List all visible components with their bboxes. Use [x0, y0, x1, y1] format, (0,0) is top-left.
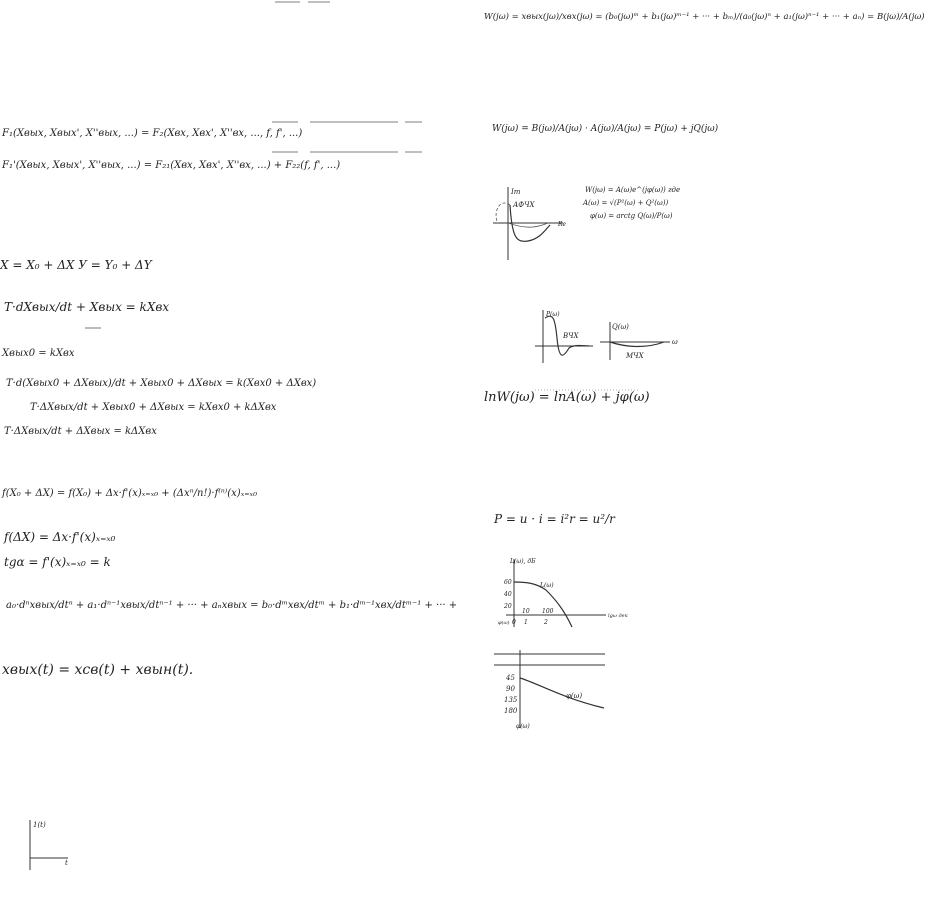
small-rule — [85, 326, 105, 330]
formula-linear-approx: f(ΔX) = Δx·f'(x)ₓ₌ₓ₀ — [4, 530, 116, 544]
formula-equation-linearized: F₁'(Xвых, Xвых', X''вых, ...) = F₂₁(Xвх, Xвх', X''вх, ...) + F₂₂(f, f', ...) — [2, 160, 341, 171]
phase-tick-90: 90 — [506, 685, 515, 693]
afc-graph — [488, 185, 578, 265]
afc-equation-2: A(ω) = √(P²(ω) + Q²(ω)) — [583, 199, 669, 207]
step-function-graph — [20, 818, 80, 873]
center-fraction-lines — [270, 0, 430, 160]
formula-static: Xвых0 = kXвх — [2, 348, 75, 359]
lach-tick-40: 40 — [504, 591, 512, 598]
formula-transfer-split: W(jω) = B(jω)/A(jω) · A(jω)/A(jω) = P(jω) + jQ(jω) — [492, 124, 719, 134]
phase-tick-135: 135 — [504, 696, 518, 704]
formula-power: P = u · i = i²r = u²/r — [494, 512, 615, 526]
lach-tick-x0: 0 — [512, 619, 516, 626]
phase-y-label: φ(ω) — [516, 723, 530, 730]
mch-x-label: ω — [672, 338, 678, 346]
formula-transfer-function: W(jω) = xвых(jω)/xвх(jω) = (b₀(jω)ᵐ + b₁(jω)ᵐ⁻¹ + ··· + bₘ)/(a₀(jω)ⁿ + a₁(jω)ⁿ⁻¹ + ··· + aₙ) = B(jω)/A(jω) — [484, 12, 925, 22]
afc-equation-1: W(jω) = A(ω)e^(jφ(ω)) где — [585, 186, 681, 194]
formula-taylor: f(X₀ + ΔX) = f(X₀) + Δx·f'(x)ₓ₌ₓ₀ + (Δxⁿ/n!)·f⁽ⁿ⁾(x)ₓ₌ₓ₀ — [2, 488, 258, 499]
lach-freq-100: 100 — [542, 608, 554, 615]
mch-graph — [598, 320, 680, 362]
lach-tick-60: 60 — [504, 579, 512, 586]
lach-tick-20: 20 — [504, 603, 512, 610]
afc-name-label: АФЧХ — [513, 201, 535, 209]
formula-log-transfer: lnW(jω) = lnA(ω) + jφ(ω) — [484, 390, 650, 405]
dotted-rule — [535, 388, 645, 392]
formula-first-order: T·dXвых/dt + Xвых = kXвх — [4, 300, 170, 314]
vch-graph — [533, 308, 595, 366]
formula-ode: a₀·dⁿxвых/dtⁿ + a₁·dⁿ⁻¹xвых/dtⁿ⁻¹ + ··· + aₙxвых = b₀·dᵐxвх/dtᵐ + b₁·dᵐ⁻¹xвх/dtᵐ⁻¹ + ··· + — [6, 600, 458, 611]
lach-tick-x2: 2 — [544, 619, 548, 626]
formula-substitution: T·d(Xвых0 + ΔXвых)/dt + Xвых0 + ΔXвых = k(Xвх0 + ΔXвх) — [6, 378, 317, 389]
afc-im-label: Im — [511, 188, 521, 196]
vch-name-label: ВЧХ — [563, 332, 579, 340]
phase-graph — [492, 648, 607, 733]
step-x-label: t — [65, 859, 68, 867]
formula-increments: T·ΔXвых/dt + ΔXвых = kΔXвх — [4, 426, 157, 437]
phase-tick-45: 45 — [506, 674, 515, 682]
afc-equation-3: φ(ω) = arctg Q(ω)/P(ω) — [590, 212, 673, 220]
phase-tick-180: 180 — [504, 707, 518, 715]
lach-origin-label: φ(ω) — [498, 620, 510, 626]
mch-name-label: МЧХ — [626, 352, 644, 360]
step-y-label: 1(t) — [33, 821, 46, 829]
lach-y-label: L(ω), дБ — [510, 558, 536, 565]
mch-y-label: Q(ω) — [612, 323, 629, 331]
phase-curve-label: φ(ω) — [566, 692, 583, 700]
lach-freq-10: 10 — [522, 608, 530, 615]
formula-slope: tgα = f'(x)ₓ₌ₓ₀ = k — [4, 555, 111, 569]
lach-tick-x1: 1 — [524, 619, 528, 626]
formula-equation-general: F₁(Xвых, Xвых', X''вых, ...) = F₂(Xвх, Xвх', X''вх, ..., f, f', ...) — [2, 128, 303, 139]
formula-solution: xвых(t) = xсв(t) + xвын(t). — [2, 662, 194, 678]
afc-re-label: Re — [558, 221, 567, 228]
vch-y-label: P(ω) — [546, 311, 560, 318]
formula-expanded: T·ΔXвых/dt + Xвых0 + ΔXвых = kXвх0 + kΔXвх — [30, 402, 277, 413]
lach-graph — [496, 555, 626, 630]
formula-deviation: X = X₀ + ΔX У = Y₀ + ΔY — [0, 258, 152, 272]
lach-curve-label: L(ω) — [540, 582, 554, 589]
lach-x-label: lgω дек — [608, 613, 628, 619]
